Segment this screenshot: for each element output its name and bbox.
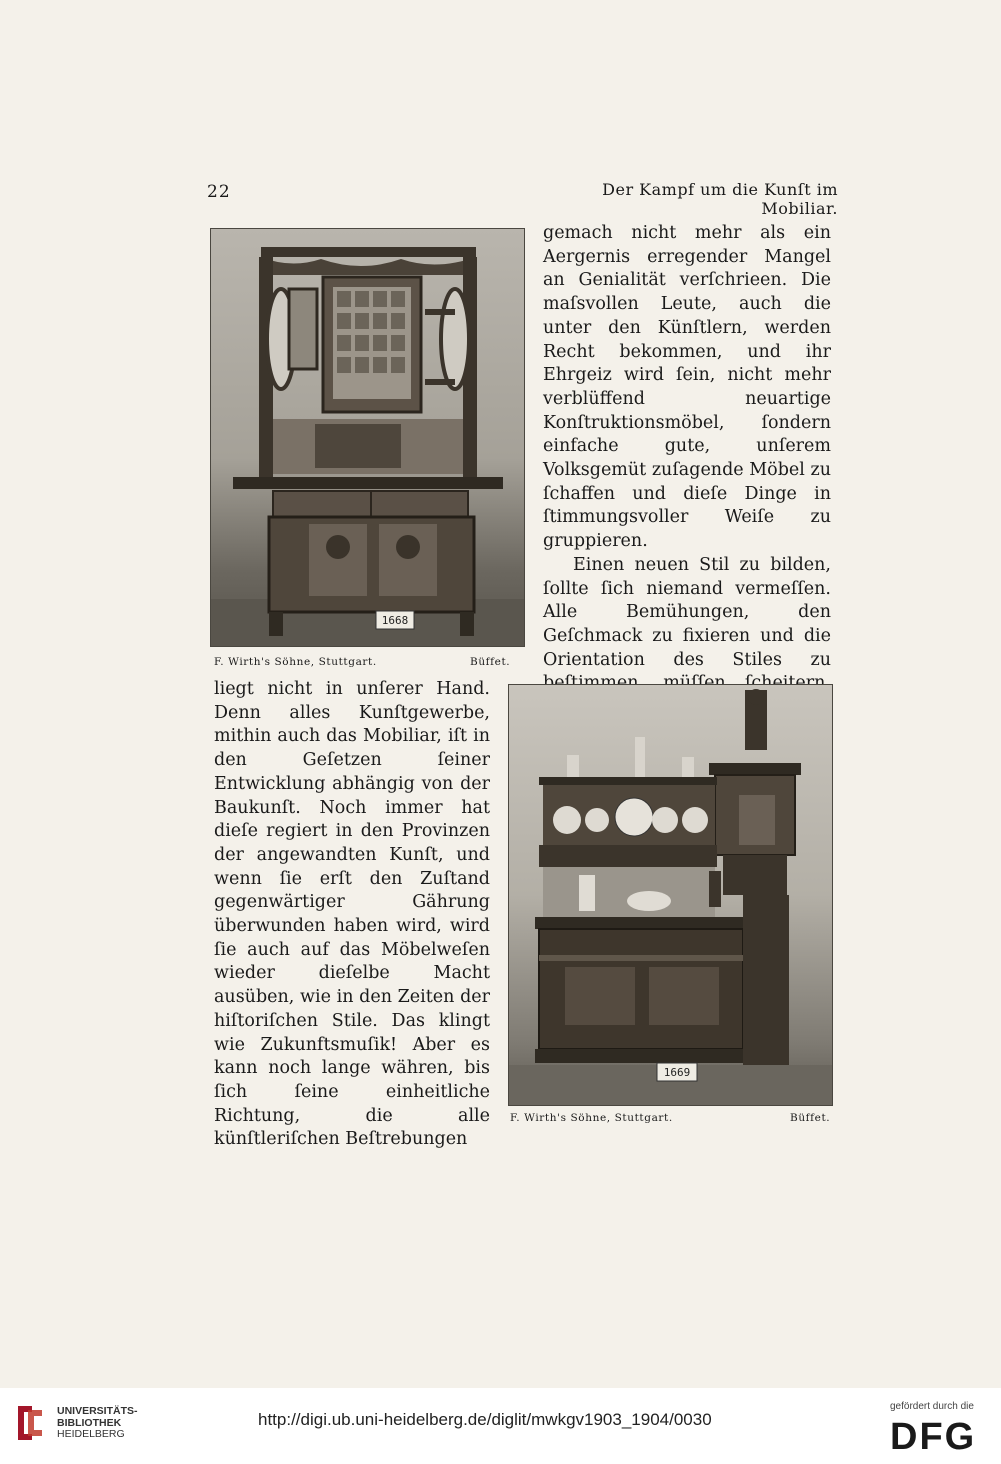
running-title: Der Kampf um die Kunſt im Mobiliar. bbox=[602, 180, 838, 218]
buffet-illustration-2 bbox=[509, 685, 832, 1105]
left-text-column bbox=[214, 678, 490, 1152]
library-line-3: HEIDELBERG bbox=[57, 1428, 125, 1440]
buffet-photo-2 bbox=[508, 684, 833, 1106]
funding-note: gefördert durch die bbox=[890, 1401, 974, 1412]
figure2-label: 1669 bbox=[663, 1066, 691, 1079]
library-line-2: BIBLIOTHEK bbox=[57, 1416, 122, 1429]
figure2-caption-maker: F. Wirth's Söhne, Stuttgart. bbox=[510, 1112, 673, 1124]
page-number: 22 bbox=[207, 182, 231, 202]
right-paragraph-1: gemach nicht mehr als ein Aergernis erregender Mangel an Genialität verſchrieen. Die maſsvollen Leute, auch die unter den Künſtlern, werden Recht bekommen, und ihr Ehrgeiz wird ſein, nicht mehr verblüffend neuartige Konſtruktionsmöbel, ſondern einfache gute, unſerem Volksgemüt zuſagende Möbel zu ſchaffen und dieſe Dinge in ſtimmungsvoller Weiſe zu gruppieren. bbox=[543, 223, 831, 552]
figure2-caption-type: Büffet. bbox=[790, 1112, 831, 1124]
figure1-caption-type: Büffet. bbox=[470, 656, 511, 668]
left-paragraph-1: liegt nicht in unſerer Hand. Denn alles Kunſtgewerbe, mithin auch das Mobiliar, iſt in den Geſetzen ſeiner Entwicklung abhängig von der Baukunſt. Noch immer hat dieſe regiert in den Provinzen der angewandten Kunſt, und wenn ſie erſt den Zuſtand gegenwärtiger Gährung überwunden haben wird, wird ſie auch auf das Möbelweſen wieder dieſelbe Macht ausüben, wie in den Zeiten der hiſtoriſchen Stile. Das klingt wie Zukunftsmuſik! Aber es kann noch lange währen, bis ſich ſeine einheitliche Richtung, die alle künſtleriſchen Beſtrebungen bbox=[214, 679, 490, 1150]
right-paragraph-2: Einen neuen Stil zu bilden, ſollte ſich niemand vermeſſen. Alle Bemühungen, den Geſchmack zu fixieren und die Orientation des Stiles zu bbox=[543, 554, 831, 670]
permalink-url[interactable]: http://digi.ub.uni-heidelberg.de/diglit/mwkgv1903_1904/0030 bbox=[258, 1410, 712, 1429]
dfg-logo[interactable]: DFG bbox=[890, 1416, 977, 1458]
figure1-label: 1668 bbox=[381, 614, 409, 627]
buffet-illustration-1 bbox=[211, 229, 524, 646]
figure1-caption-maker: F. Wirth's Söhne, Stuttgart. bbox=[214, 656, 377, 668]
library-name[interactable] bbox=[57, 1406, 138, 1441]
right-text-column bbox=[543, 222, 831, 720]
library-line-1: UNIVERSITÄTS- bbox=[57, 1405, 138, 1417]
buffet-photo-1 bbox=[210, 228, 525, 647]
university-library-logo-icon[interactable] bbox=[12, 1402, 50, 1448]
